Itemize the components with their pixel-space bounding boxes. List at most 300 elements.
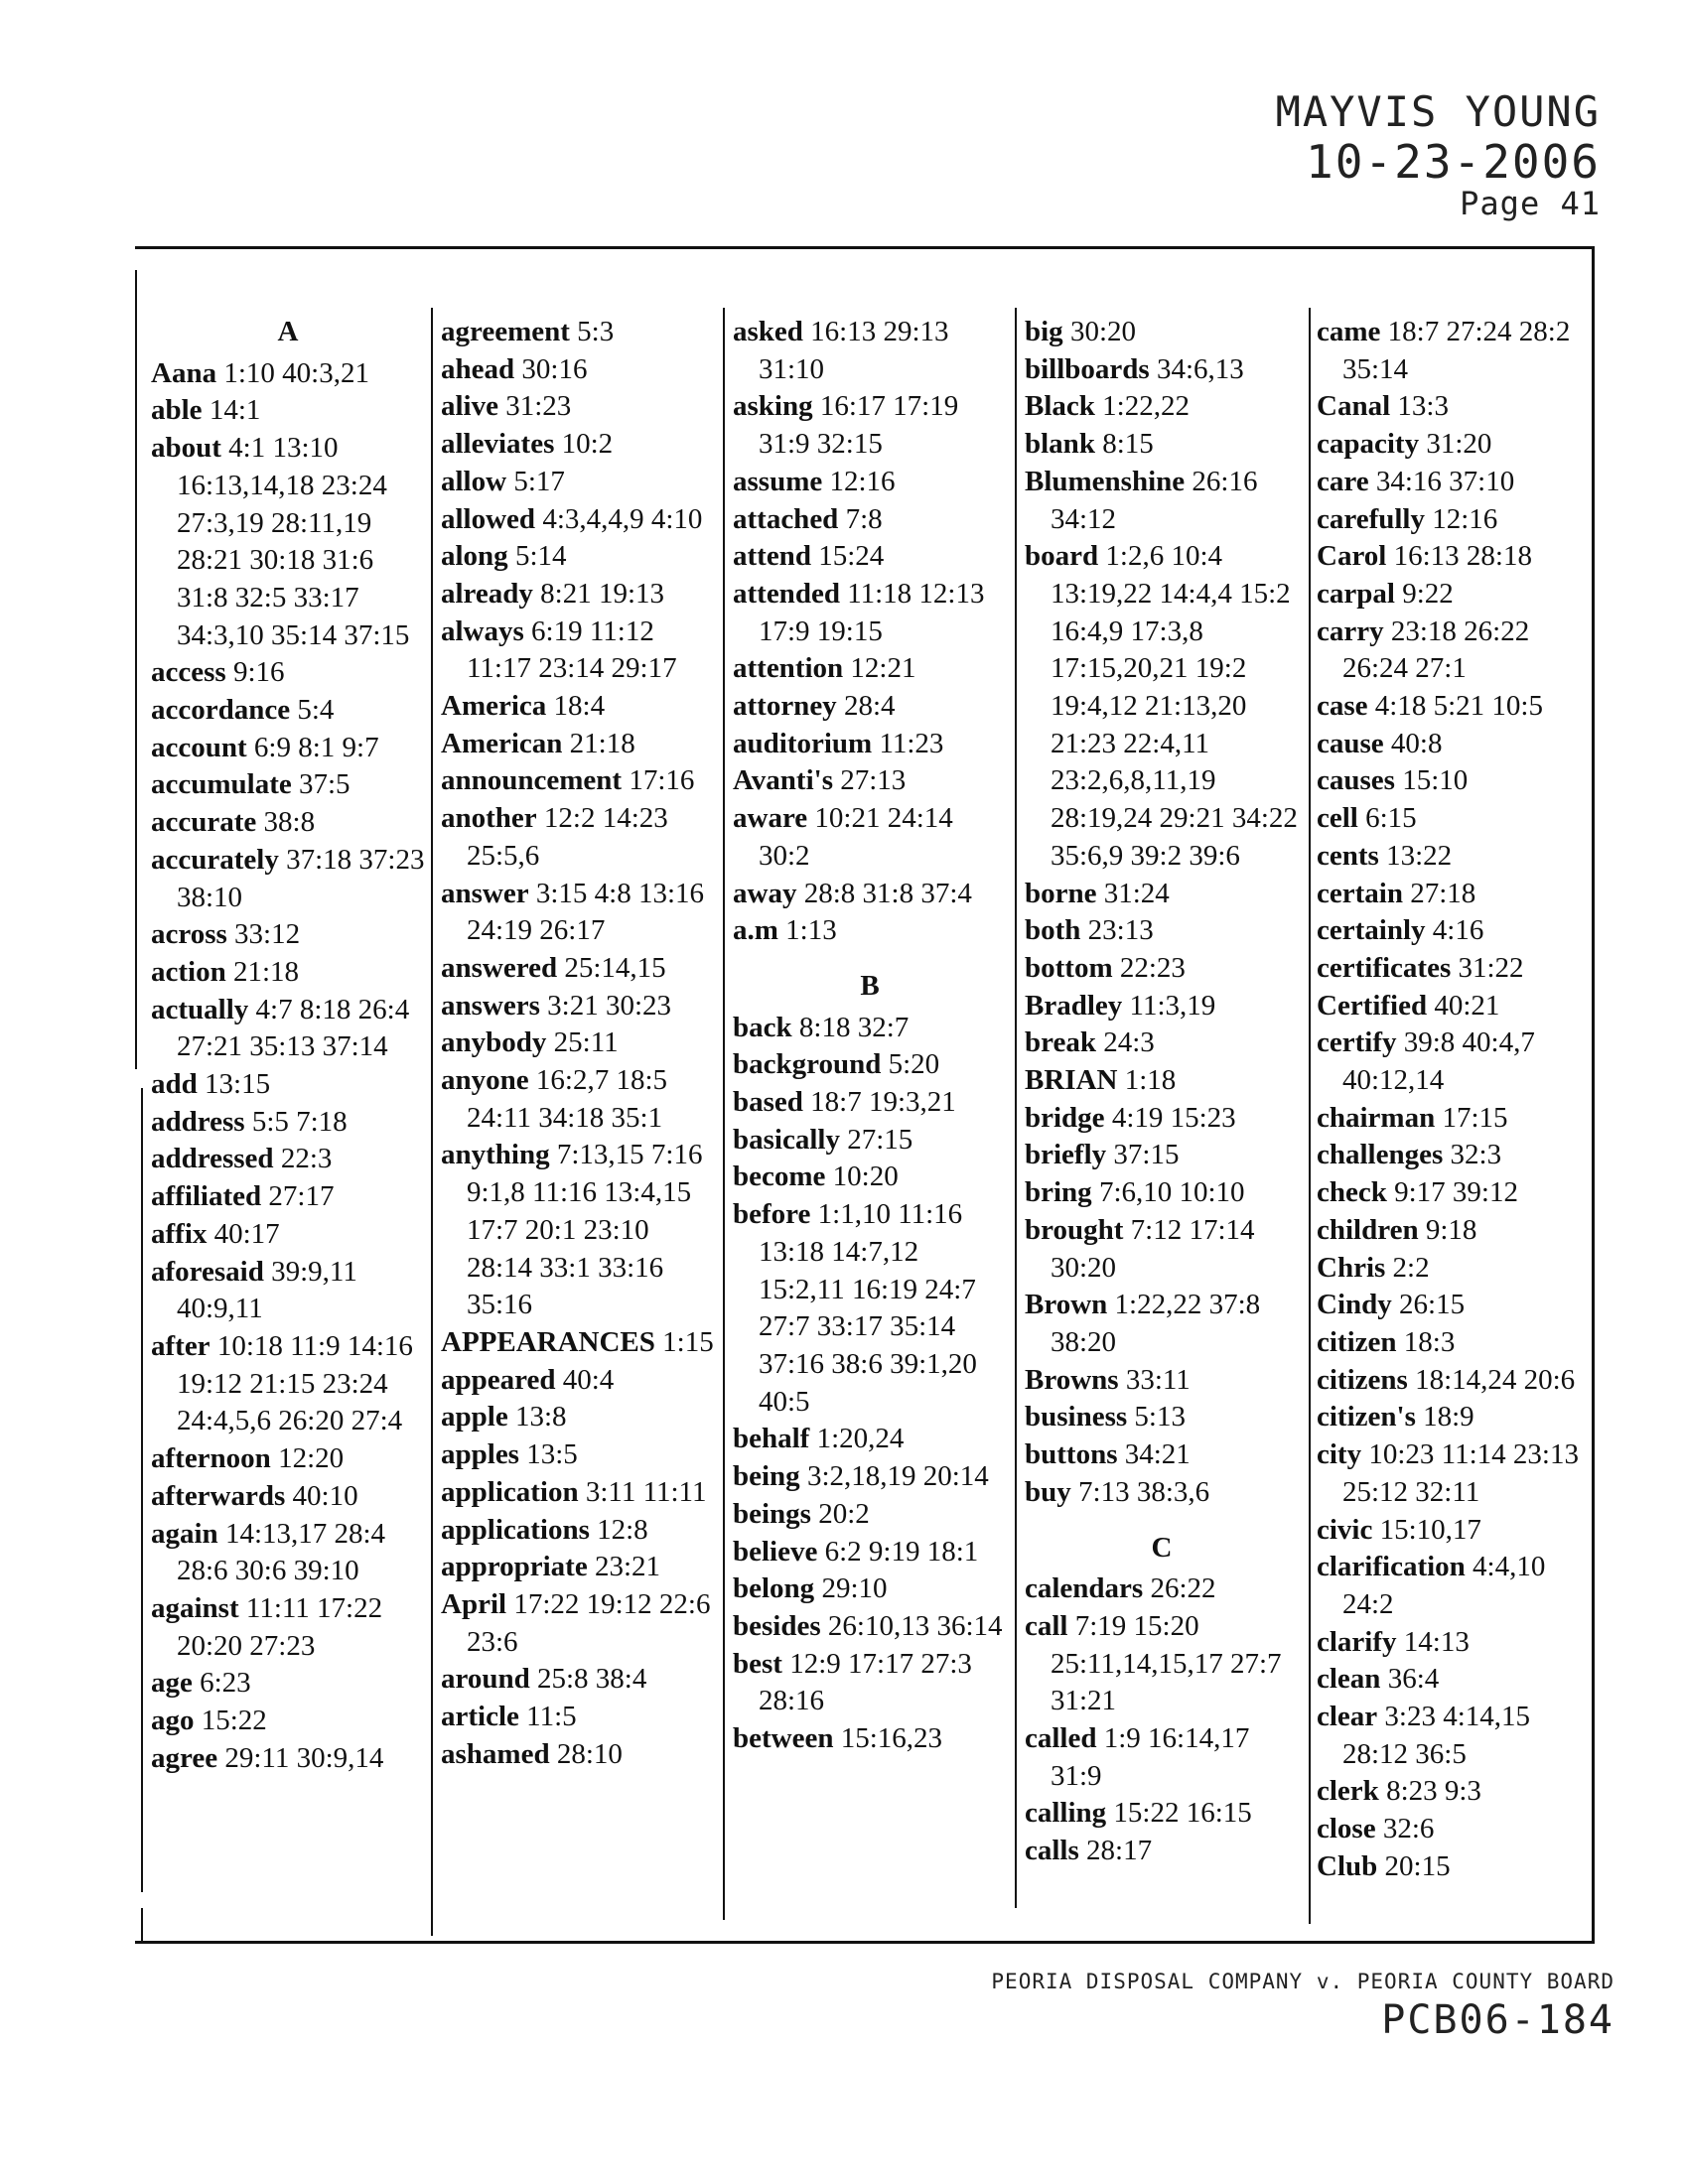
index-entry <box>1317 1100 1591 1138</box>
index-entry <box>151 1141 425 1178</box>
page-line-refs: 6:2 9:19 18:1 <box>824 1535 979 1568</box>
page-line-refs: 8:15 <box>1102 428 1154 461</box>
index-entry <box>1317 988 1591 1025</box>
index-entry <box>1317 838 1591 876</box>
index-entry <box>1317 1624 1591 1662</box>
index-term: add <box>151 1068 198 1101</box>
index-entry <box>1317 1212 1591 1250</box>
index-term: cell <box>1317 802 1358 835</box>
page-line-refs: 29:11 30:9,14 <box>224 1741 384 1774</box>
index-term: able <box>151 394 203 427</box>
index-entry <box>441 1362 715 1400</box>
index-entry <box>733 762 1007 800</box>
page-line-refs: 18:9 <box>1423 1401 1474 1433</box>
index-entry <box>151 355 425 393</box>
page-line-refs: 4:3,4,4,9 4:10 <box>542 502 703 535</box>
index-entry <box>441 388 715 426</box>
index-term: always <box>441 614 524 647</box>
page-line-refs: 4:19 15:23 <box>1111 1101 1236 1134</box>
index-entry <box>733 800 1007 875</box>
index-term: calls <box>1025 1835 1079 1867</box>
page-line-refs: 23:21 <box>594 1551 661 1583</box>
index-entry <box>733 1010 1007 1047</box>
page-number: Page 41 <box>1460 185 1601 222</box>
index-term: based <box>733 1086 803 1119</box>
index-term: case <box>1317 690 1368 723</box>
page-line-refs: 15:24 <box>818 540 885 573</box>
index-entry <box>733 314 1007 388</box>
index-entry <box>151 992 425 1066</box>
index-entry <box>441 800 715 875</box>
index-entry <box>1317 950 1591 988</box>
index-term: American <box>441 727 563 759</box>
index-entry <box>1317 1512 1591 1550</box>
page-line-refs: 6:15 <box>1365 802 1417 835</box>
page-line-refs: 10:21 24:14 30:2 <box>759 802 953 872</box>
index-entry <box>1025 876 1299 913</box>
page-line-refs: 6:19 11:12 11:17 23:14 29:17 <box>467 614 677 685</box>
index-entry <box>1025 426 1299 464</box>
index-entry <box>733 1534 1007 1571</box>
case-number: PCB06-184 <box>1381 1997 1614 2043</box>
index-term: carefully <box>1317 502 1425 535</box>
index-term: announcement <box>441 764 623 797</box>
index-term: application <box>441 1475 579 1508</box>
index-entry <box>441 538 715 576</box>
index-entry <box>1317 912 1591 950</box>
index-term: Carol <box>1317 540 1387 573</box>
index-entry <box>441 1474 715 1512</box>
index-term: against <box>151 1591 239 1624</box>
index-term: basically <box>733 1123 840 1156</box>
page-line-refs: 40:17 <box>213 1217 280 1250</box>
index-entry <box>733 1720 1007 1758</box>
index-term: Avanti's <box>733 764 833 797</box>
page-line-refs: 11:5 <box>526 1701 577 1733</box>
page-line-refs: 31:20 <box>1426 428 1492 461</box>
page-line-refs: 40:4 <box>562 1363 615 1396</box>
page-line-refs: 38:8 <box>263 806 316 839</box>
index-entry <box>151 692 425 730</box>
index-term: account <box>151 731 247 763</box>
index-term: being <box>733 1460 800 1493</box>
page-line-refs: 37:18 37:23 38:10 <box>177 843 425 913</box>
index-term: Chris <box>1317 1251 1386 1284</box>
index-term: ago <box>151 1705 195 1737</box>
index-term: belong <box>733 1572 815 1605</box>
index-entry <box>1025 1212 1299 1287</box>
page-line-refs: 23:13 <box>1087 914 1154 947</box>
index-entry <box>733 1421 1007 1458</box>
index-entry <box>441 426 715 464</box>
page-line-refs: 11:3,19 <box>1129 989 1216 1022</box>
index-term: asked <box>733 316 803 347</box>
index-entry <box>441 1024 715 1062</box>
page-line-refs: 3:23 4:14,15 28:12 36:5 <box>1342 1701 1531 1770</box>
index-term: alive <box>441 390 498 423</box>
index-term: brought <box>1025 1213 1124 1246</box>
page-line-refs: 40:10 <box>292 1479 358 1512</box>
index-term: ashamed <box>441 1737 550 1770</box>
index-entry <box>441 1436 715 1474</box>
index-term: Black <box>1025 390 1095 423</box>
index-entry <box>441 876 715 950</box>
deposition-date: 10-23-2006 <box>1306 135 1601 189</box>
index-entry <box>1317 1549 1591 1623</box>
index-entry <box>151 1740 425 1778</box>
index-term: break <box>1025 1026 1096 1059</box>
index-entry <box>441 614 715 688</box>
index-term: allowed <box>441 502 536 535</box>
page-line-refs: 10:2 <box>561 428 614 461</box>
page-line-refs: 10:18 11:9 14:16 19:12 21:15 23:24 24:4,5,6 26:20 27:4 <box>177 1329 413 1437</box>
index-entry <box>441 762 715 800</box>
page-line-refs: 21:18 <box>232 955 300 988</box>
index-term: behalf <box>733 1423 810 1455</box>
index-term: again <box>151 1517 218 1550</box>
page-line-refs: 5:13 <box>1134 1401 1186 1433</box>
page-line-refs: 2:2 <box>1392 1251 1430 1284</box>
index-entry <box>441 1137 715 1324</box>
page-line-refs: 9:18 <box>1425 1213 1477 1246</box>
page-line-refs: 17:15 <box>1442 1101 1508 1134</box>
index-term: attention <box>733 652 844 685</box>
index-entry <box>1317 576 1591 614</box>
page-line-refs: 8:23 9:3 <box>1386 1775 1481 1808</box>
index-term: certificates <box>1317 951 1452 984</box>
index-term: already <box>441 577 533 610</box>
index-term: anyone <box>441 1064 529 1097</box>
page-line-refs: 6:23 <box>200 1667 251 1700</box>
index-term: actually <box>151 993 249 1025</box>
index-term: carpal <box>1317 577 1395 610</box>
page-line-refs: 13:15 <box>205 1068 271 1101</box>
index-term: APPEARANCES <box>441 1325 655 1358</box>
page-line-refs: 16:13 29:13 31:10 <box>759 316 949 385</box>
index-entry <box>1025 1608 1299 1720</box>
index-term: address <box>151 1105 245 1138</box>
section-letter: B <box>860 969 880 1002</box>
index-term: anything <box>441 1139 550 1171</box>
index-term: America <box>441 690 547 723</box>
index-term: afterwards <box>151 1479 286 1512</box>
page-line-refs: 31:24 <box>1103 877 1170 909</box>
page-line-refs: 1:13 <box>785 914 837 947</box>
page-line-refs: 13:8 <box>514 1401 567 1433</box>
frame-left-rule <box>141 1088 143 1892</box>
index-entry <box>151 1440 425 1478</box>
index-entry <box>1025 1100 1299 1138</box>
index-entry <box>733 538 1007 576</box>
index-entry <box>1025 1174 1299 1212</box>
index-term: clarification <box>1317 1551 1466 1583</box>
page-line-refs: 11:18 12:13 17:9 19:15 <box>759 577 985 647</box>
index-entry <box>1317 762 1591 800</box>
index-term: big <box>1025 316 1063 347</box>
index-term: children <box>1317 1213 1419 1246</box>
index-term: certainly <box>1317 914 1426 947</box>
index-term: apple <box>441 1401 508 1433</box>
index-entry <box>1317 876 1591 913</box>
index-entry <box>1317 688 1591 726</box>
index-term: across <box>151 918 227 951</box>
index-entry <box>151 1178 425 1216</box>
index-entry <box>151 730 425 767</box>
case-caption: PEORIA DISPOSAL COMPANY v. PEORIA COUNTY BOARD <box>991 1970 1614 1993</box>
page-line-refs: 3:2,18,19 20:14 <box>806 1460 989 1493</box>
index-entry <box>151 430 425 654</box>
index-entry <box>1317 1699 1591 1773</box>
index-entry <box>441 726 715 763</box>
index-entry <box>1317 1436 1591 1511</box>
page-line-refs: 1:2,6 10:4 13:19,22 14:4,4 15:2 16:4,9 17:3,8 17:15,20,21 19:2 19:4,12 21:13,20 21:23 22:4,11 23:2,6,8,11,19 28:19,24 29:21 34:22 35:6,9 39:2 39:6 <box>1051 540 1298 872</box>
page-line-refs: 22:3 <box>280 1143 333 1175</box>
page-line-refs: 15:10 <box>1402 764 1469 797</box>
index-term: another <box>441 802 537 835</box>
index-term: away <box>733 877 797 909</box>
frame-left-rule <box>135 270 137 1069</box>
page-line-refs: 5:4 <box>297 694 335 727</box>
index-term: bottom <box>1025 951 1113 984</box>
page-line-refs: 20:2 <box>818 1497 870 1530</box>
page-line-refs: 1:15 <box>662 1325 714 1358</box>
page-line-refs: 13:22 <box>1386 839 1453 872</box>
page-line-refs: 25:11 <box>553 1026 619 1059</box>
index-term: bring <box>1025 1176 1092 1209</box>
index-term: access <box>151 656 226 689</box>
page-line-refs: 26:15 <box>1399 1289 1466 1321</box>
index-term: appropriate <box>441 1551 588 1583</box>
page-line-refs: 12:2 14:23 25:5,6 <box>467 802 668 872</box>
index-term: affiliated <box>151 1180 262 1213</box>
index-entry <box>441 1512 715 1550</box>
index-entry <box>441 988 715 1025</box>
index-term: Cindy <box>1317 1289 1392 1321</box>
page-line-refs: 4:16 <box>1432 914 1484 947</box>
index-term: besides <box>733 1609 821 1642</box>
index-entry <box>441 501 715 539</box>
column-divider <box>431 308 433 1936</box>
page-line-refs: 10:23 11:14 23:13 25:12 32:11 <box>1342 1438 1579 1508</box>
page-line-refs: 27:18 <box>1410 877 1476 909</box>
index-entry <box>151 766 425 804</box>
index-entry <box>733 726 1007 763</box>
index-term: about <box>151 432 221 465</box>
index-entry <box>733 688 1007 726</box>
index-entry <box>1025 1570 1299 1608</box>
page-line-refs: 6:9 8:1 9:7 <box>253 731 379 763</box>
page-line-refs: 1:20,24 <box>816 1423 905 1455</box>
page-line-refs: 12:16 <box>829 465 896 497</box>
page-line-refs: 18:7 19:3,21 <box>810 1086 956 1119</box>
page-line-refs: 32:3 <box>1450 1139 1502 1171</box>
page-line-refs: 4:4,10 24:2 <box>1342 1551 1546 1620</box>
page-line-refs: 37:15 <box>1113 1139 1180 1171</box>
index-entry <box>151 1703 425 1740</box>
index-term: Aana <box>151 356 217 389</box>
page-line-refs: 7:13 38:3,6 <box>1078 1475 1210 1508</box>
page-line-refs: 9:16 <box>232 656 285 689</box>
index-entry <box>1317 426 1591 464</box>
index-entry <box>151 1254 425 1328</box>
index-term: apples <box>441 1438 519 1471</box>
column-divider <box>1309 308 1311 1924</box>
index-entry <box>151 1328 425 1440</box>
index-entry <box>1317 1399 1591 1436</box>
column-divider <box>723 308 725 1920</box>
index-term: care <box>1317 465 1369 497</box>
index-entry <box>733 501 1007 539</box>
index-entry <box>1025 464 1299 538</box>
index-term: agreement <box>441 316 570 347</box>
page-line-refs: 14:1 <box>209 394 261 427</box>
index-term: bridge <box>1025 1101 1105 1134</box>
index-entry <box>151 1216 425 1254</box>
page-line-refs: 28:8 31:8 37:4 <box>803 877 972 909</box>
page-line-refs: 13:3 <box>1397 390 1449 423</box>
index-entry <box>441 464 715 501</box>
page-line-refs: 23:18 26:22 26:24 27:1 <box>1342 614 1530 685</box>
index-term: auditorium <box>733 727 873 759</box>
index-entry <box>1025 388 1299 426</box>
index-entry <box>151 1590 425 1665</box>
page-line-refs: 28:10 <box>556 1737 623 1770</box>
index-term: affix <box>151 1217 208 1250</box>
page-line-refs: 5:14 <box>514 540 567 573</box>
page-line-refs: 14:13,17 28:4 28:6 30:6 39:10 <box>177 1517 386 1587</box>
page-line-refs: 30:20 <box>1069 316 1136 347</box>
index-entry <box>441 1699 715 1736</box>
index-entry <box>1317 1811 1591 1848</box>
index-term: article <box>441 1701 519 1733</box>
page-line-refs: 18:7 27:24 28:2 35:14 <box>1342 316 1571 385</box>
index-entry <box>151 1665 425 1703</box>
index-column-5 <box>1317 314 1591 1886</box>
index-entry <box>151 392 425 430</box>
index-term: allow <box>441 465 507 497</box>
index-term: aforesaid <box>151 1255 264 1288</box>
index-term: Blumenshine <box>1025 465 1186 497</box>
page-line-refs: 15:22 16:15 <box>1113 1797 1252 1830</box>
index-term: April <box>441 1587 507 1620</box>
page-line-refs: 21:18 <box>569 727 635 759</box>
index-term: causes <box>1317 764 1395 797</box>
page-line-refs: 40:8 <box>1390 727 1443 759</box>
page-line-refs: 36:4 <box>1387 1663 1440 1696</box>
index-entry <box>441 314 715 351</box>
index-entry <box>733 1122 1007 1160</box>
index-term: civic <box>1317 1513 1373 1546</box>
index-entry <box>1317 1773 1591 1811</box>
column-divider <box>1015 308 1017 1908</box>
index-entry <box>1025 1474 1299 1512</box>
index-term: accurate <box>151 806 257 839</box>
index-term: call <box>1025 1609 1068 1642</box>
page-line-refs: 14:13 <box>1403 1625 1470 1658</box>
index-entry <box>441 688 715 726</box>
index-term: answer <box>441 877 529 909</box>
page-line-refs: 25:14,15 <box>564 951 666 984</box>
index-term: alleviates <box>441 428 555 461</box>
index-entry <box>441 1399 715 1436</box>
index-entry <box>733 1084 1007 1122</box>
index-term: Brown <box>1025 1289 1108 1321</box>
index-term: calling <box>1025 1797 1107 1830</box>
page-line-refs: 27:15 <box>847 1123 913 1156</box>
page-line-refs: 32:6 <box>1382 1813 1435 1845</box>
index-column-2 <box>441 314 715 1773</box>
index-column-1 <box>151 314 425 1777</box>
page-line-refs: 31:22 <box>1458 951 1524 984</box>
index-term: a.m <box>733 914 778 947</box>
index-entry <box>1317 1287 1591 1324</box>
index-term: clerk <box>1317 1775 1379 1808</box>
index-term: before <box>733 1198 811 1231</box>
index-entry <box>151 916 425 954</box>
index-term: Browns <box>1025 1363 1119 1396</box>
index-term: blank <box>1025 428 1095 461</box>
index-term: carry <box>1317 614 1384 647</box>
witness-name: MAYVIS YOUNG <box>1275 87 1601 136</box>
section-letter: C <box>1151 1531 1173 1564</box>
index-term: calendars <box>1025 1572 1144 1605</box>
index-entry <box>1317 1250 1591 1288</box>
index-term: become <box>733 1160 826 1193</box>
page-line-refs: 22:23 <box>1119 951 1186 984</box>
page-line-refs: 34:21 <box>1124 1438 1191 1471</box>
index-term: capacity <box>1317 428 1420 461</box>
index-term: borne <box>1025 877 1097 909</box>
index-term: Bradley <box>1025 989 1123 1022</box>
index-entry <box>151 804 425 842</box>
index-entry <box>733 1458 1007 1496</box>
index-entry <box>1025 988 1299 1025</box>
index-entry <box>1317 1661 1591 1699</box>
page-line-refs: 13:5 <box>526 1438 578 1471</box>
page-line-refs: 33:11 <box>1125 1363 1191 1396</box>
index-term: buttons <box>1025 1438 1118 1471</box>
page-line-refs: 8:21 19:13 <box>540 577 665 610</box>
index-term: accurately <box>151 843 279 876</box>
index-entry <box>1317 1174 1591 1212</box>
page-line-refs: 7:6,10 10:10 <box>1098 1176 1245 1209</box>
index-term: cents <box>1317 839 1379 872</box>
page-line-refs: 12:9 17:17 27:3 28:16 <box>759 1647 972 1717</box>
index-term: citizens <box>1317 1363 1408 1396</box>
index-entry <box>151 1516 425 1590</box>
index-entry <box>151 654 425 692</box>
page-line-refs: 5:3 <box>577 316 615 347</box>
page-line-refs: 11:11 17:22 20:20 27:23 <box>177 1591 383 1662</box>
index-entry <box>1317 1324 1591 1362</box>
page-line-refs: 27:17 <box>268 1180 335 1213</box>
index-term: clean <box>1317 1663 1381 1696</box>
index-term: certify <box>1317 1026 1397 1059</box>
index-entry <box>733 1196 1007 1421</box>
index-entry <box>1025 1287 1299 1361</box>
index-entry <box>1025 912 1299 950</box>
page-line-refs: 1:18 <box>1124 1064 1177 1097</box>
page-line-refs: 12:21 <box>850 652 916 685</box>
page-line-refs: 16:2,7 18:5 24:11 34:18 35:1 <box>467 1064 668 1134</box>
index-entry <box>733 1046 1007 1084</box>
index-entry <box>1317 388 1591 426</box>
page-line-refs: 3:21 30:23 <box>547 989 672 1022</box>
index-term: along <box>441 540 508 573</box>
page-line-refs: 3:15 4:8 13:16 24:19 26:17 <box>467 877 705 947</box>
index-entry <box>1025 1720 1299 1795</box>
index-term: ahead <box>441 352 515 385</box>
